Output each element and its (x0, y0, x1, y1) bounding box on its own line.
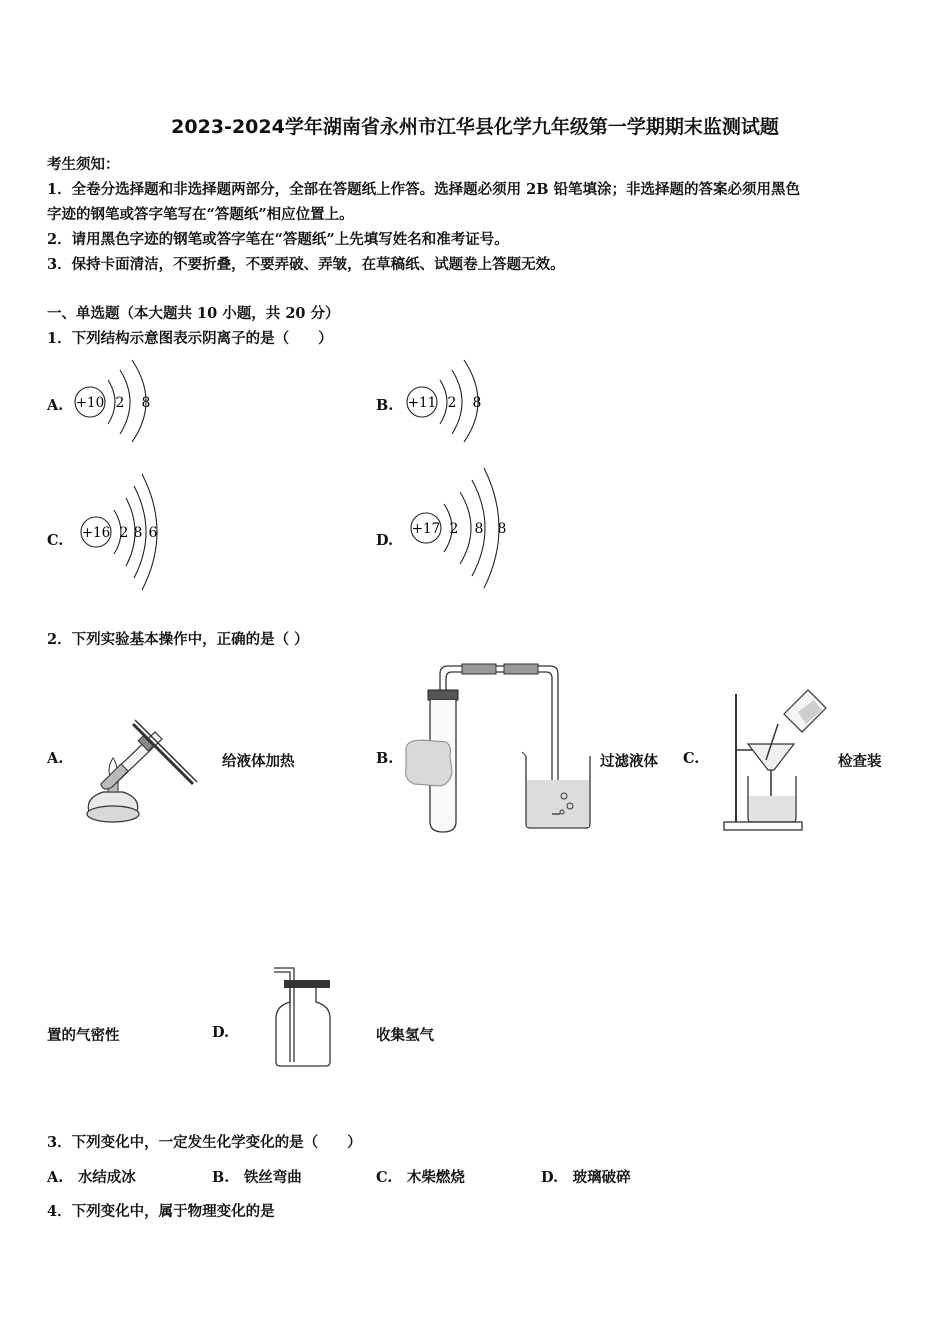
shell-electrons: 8 (474, 521, 484, 537)
q2-option-c-text: 检查装 (838, 753, 882, 770)
option-text: 铁丝弯曲 (243, 1169, 302, 1186)
nucleus-charge: +10 (75, 395, 105, 411)
option-label: A. (47, 1169, 64, 1186)
heating-liquid-illustration (75, 712, 200, 830)
nucleus-charge: +11 (407, 395, 437, 411)
shell-electrons: 2 (449, 521, 459, 537)
q3-option-a (47, 1166, 136, 1187)
option-text: 木柴燃烧 (406, 1169, 465, 1186)
nucleus-charge: +17 (411, 521, 441, 537)
gas-collection-bottle-illustration (268, 962, 338, 1072)
page-title: 2023-2024学年湖南省永州市江华县化学九年级第一学期期末监测试题 (171, 116, 779, 138)
shell-electrons: 2 (115, 395, 125, 411)
q1-stem: 1．下列结构示意图表示阴离子的是（ ） (47, 330, 333, 347)
section-heading: 一、单选题（本大题共 10 小题，共 20 分） (47, 305, 340, 322)
nucleus-charge: +16 (81, 525, 111, 541)
q2-stem: 2．下列实验基本操作中，正确的是（ ） (47, 631, 309, 648)
q2-option-a-text: 给液体加热 (222, 753, 295, 770)
option-label: D. (541, 1169, 559, 1186)
q2-option-c-text-cont: 置的气密性 (47, 1027, 120, 1044)
q1-option-c-label: C. (47, 532, 64, 549)
shell-electrons: 8 (472, 395, 482, 411)
shell-electrons: 6 (148, 525, 158, 541)
q1-option-d-label: D. (376, 532, 394, 549)
q1-option-a-label: A. (47, 397, 64, 414)
notice-item-1: 1．全卷分选择题和非选择题两部分，全部在答题纸上作答。选择题必须用 2B 铅笔填涂；非选择题的答案必须用黑色 (47, 181, 801, 198)
q3-stem: 3．下列变化中，一定发生化学变化的是（ ） (47, 1134, 362, 1151)
option-text: 水结成冰 (77, 1169, 136, 1186)
q1-option-a-atom-diagram (70, 358, 160, 444)
q1-option-d-atom-diagram (404, 466, 514, 590)
q2-option-a-label: A. (47, 750, 64, 767)
q2-option-d-label: D. (212, 1024, 230, 1041)
q1-option-b-label: B. (376, 397, 394, 414)
shell-electrons: 2 (447, 395, 457, 411)
q4-stem: 4．下列变化中，属于物理变化的是 (47, 1203, 275, 1220)
shell-electrons: 8 (141, 395, 151, 411)
option-label: B. (212, 1169, 230, 1186)
shell-electrons: 8 (133, 525, 143, 541)
q2-option-b-text: 过滤液体 (600, 753, 658, 770)
notice-item-3: 3．保持卡面清洁，不要折叠，不要弄破、弄皱，在草稿纸、试题卷上答题无效。 (47, 256, 565, 273)
q3-option-c (376, 1166, 465, 1187)
q2-option-d-text: 收集氢气 (376, 1027, 434, 1044)
shell-electrons: 8 (497, 521, 507, 537)
q2-option-c-label: C. (683, 750, 700, 767)
filtering-liquid-illustration (400, 660, 600, 835)
option-text: 玻璃破碎 (572, 1169, 631, 1186)
q1-option-c-atom-diagram (76, 470, 166, 594)
shell-electrons: 2 (119, 525, 129, 541)
q3-option-b (212, 1166, 302, 1187)
notice-heading: 考生须知： (47, 156, 120, 173)
q1-option-b-atom-diagram (400, 358, 490, 444)
notice-item-1-cont: 字迹的钢笔或答字笔写在“答题纸”相应位置上。 (47, 206, 354, 223)
q3-option-d (541, 1166, 631, 1187)
notice-item-2: 2．请用黑色字迹的钢笔或答字笔在“答题纸”上先填写姓名和准考证号。 (47, 231, 509, 248)
option-label: C. (376, 1169, 393, 1186)
q2-option-b-label: B. (376, 750, 394, 767)
filter-setup-illustration (718, 684, 834, 834)
